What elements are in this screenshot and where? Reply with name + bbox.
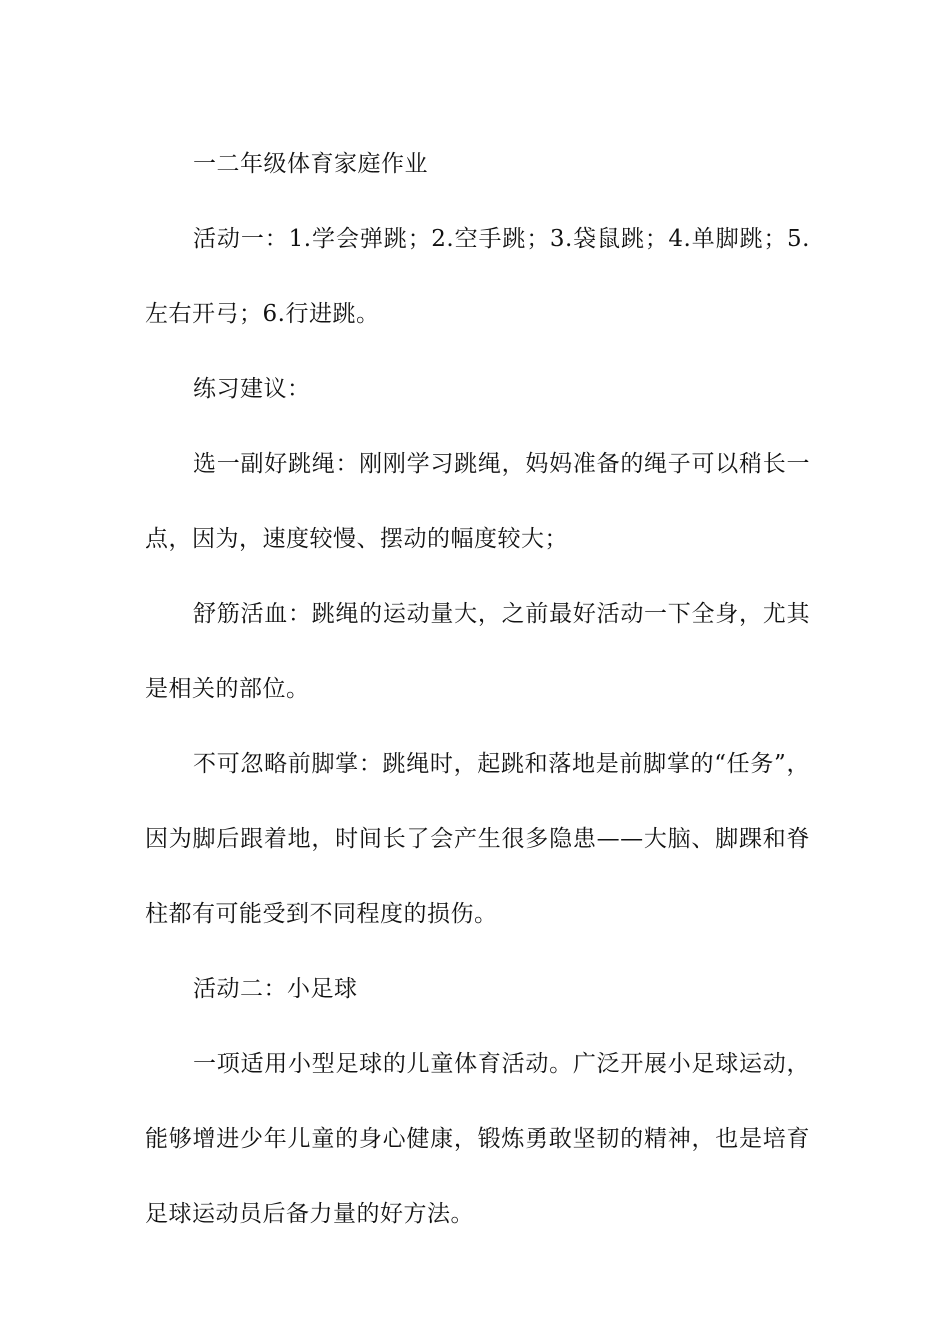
tip-rope-paragraph: 选一副好跳绳：刚刚学习跳绳，妈妈准备的绳子可以稍长一点，因为，速度较慢、摆动的幅度较大； (145, 451, 810, 552)
practice-tips-heading: 练习建议： (193, 376, 311, 402)
tip-warmup-paragraph: 舒筋活血：跳绳的运动量大，之前最好活动一下全身，尤其是相关的部位。 (145, 601, 810, 702)
document-body (145, 127, 810, 1252)
activity-two-heading: 活动二：小足球 (193, 976, 358, 1002)
tip-forefoot-paragraph: 不可忽略前脚掌：跳绳时，起跳和落地是前脚掌的“任务”，因为脚后跟着地，时间长了会产生很多隐患——大脑、脚踝和脊柱都有可能受到不同程度的损伤。 (145, 751, 810, 927)
activity-one-paragraph: 活动一：1.学会弹跳；2.空手跳；3.袋鼠跳；4.单脚跳；5.左右开弓；6.行进跳。 (145, 226, 810, 327)
soccer-description-paragraph: 一项适用小型足球的儿童体育活动。广泛开展小足球运动，能够增进少年儿童的身心健康，锻炼勇敢坚韧的精神，也是培育足球运动员后备力量的好方法。 (145, 1051, 810, 1227)
document-title: 一二年级体育家庭作业 (193, 151, 428, 177)
